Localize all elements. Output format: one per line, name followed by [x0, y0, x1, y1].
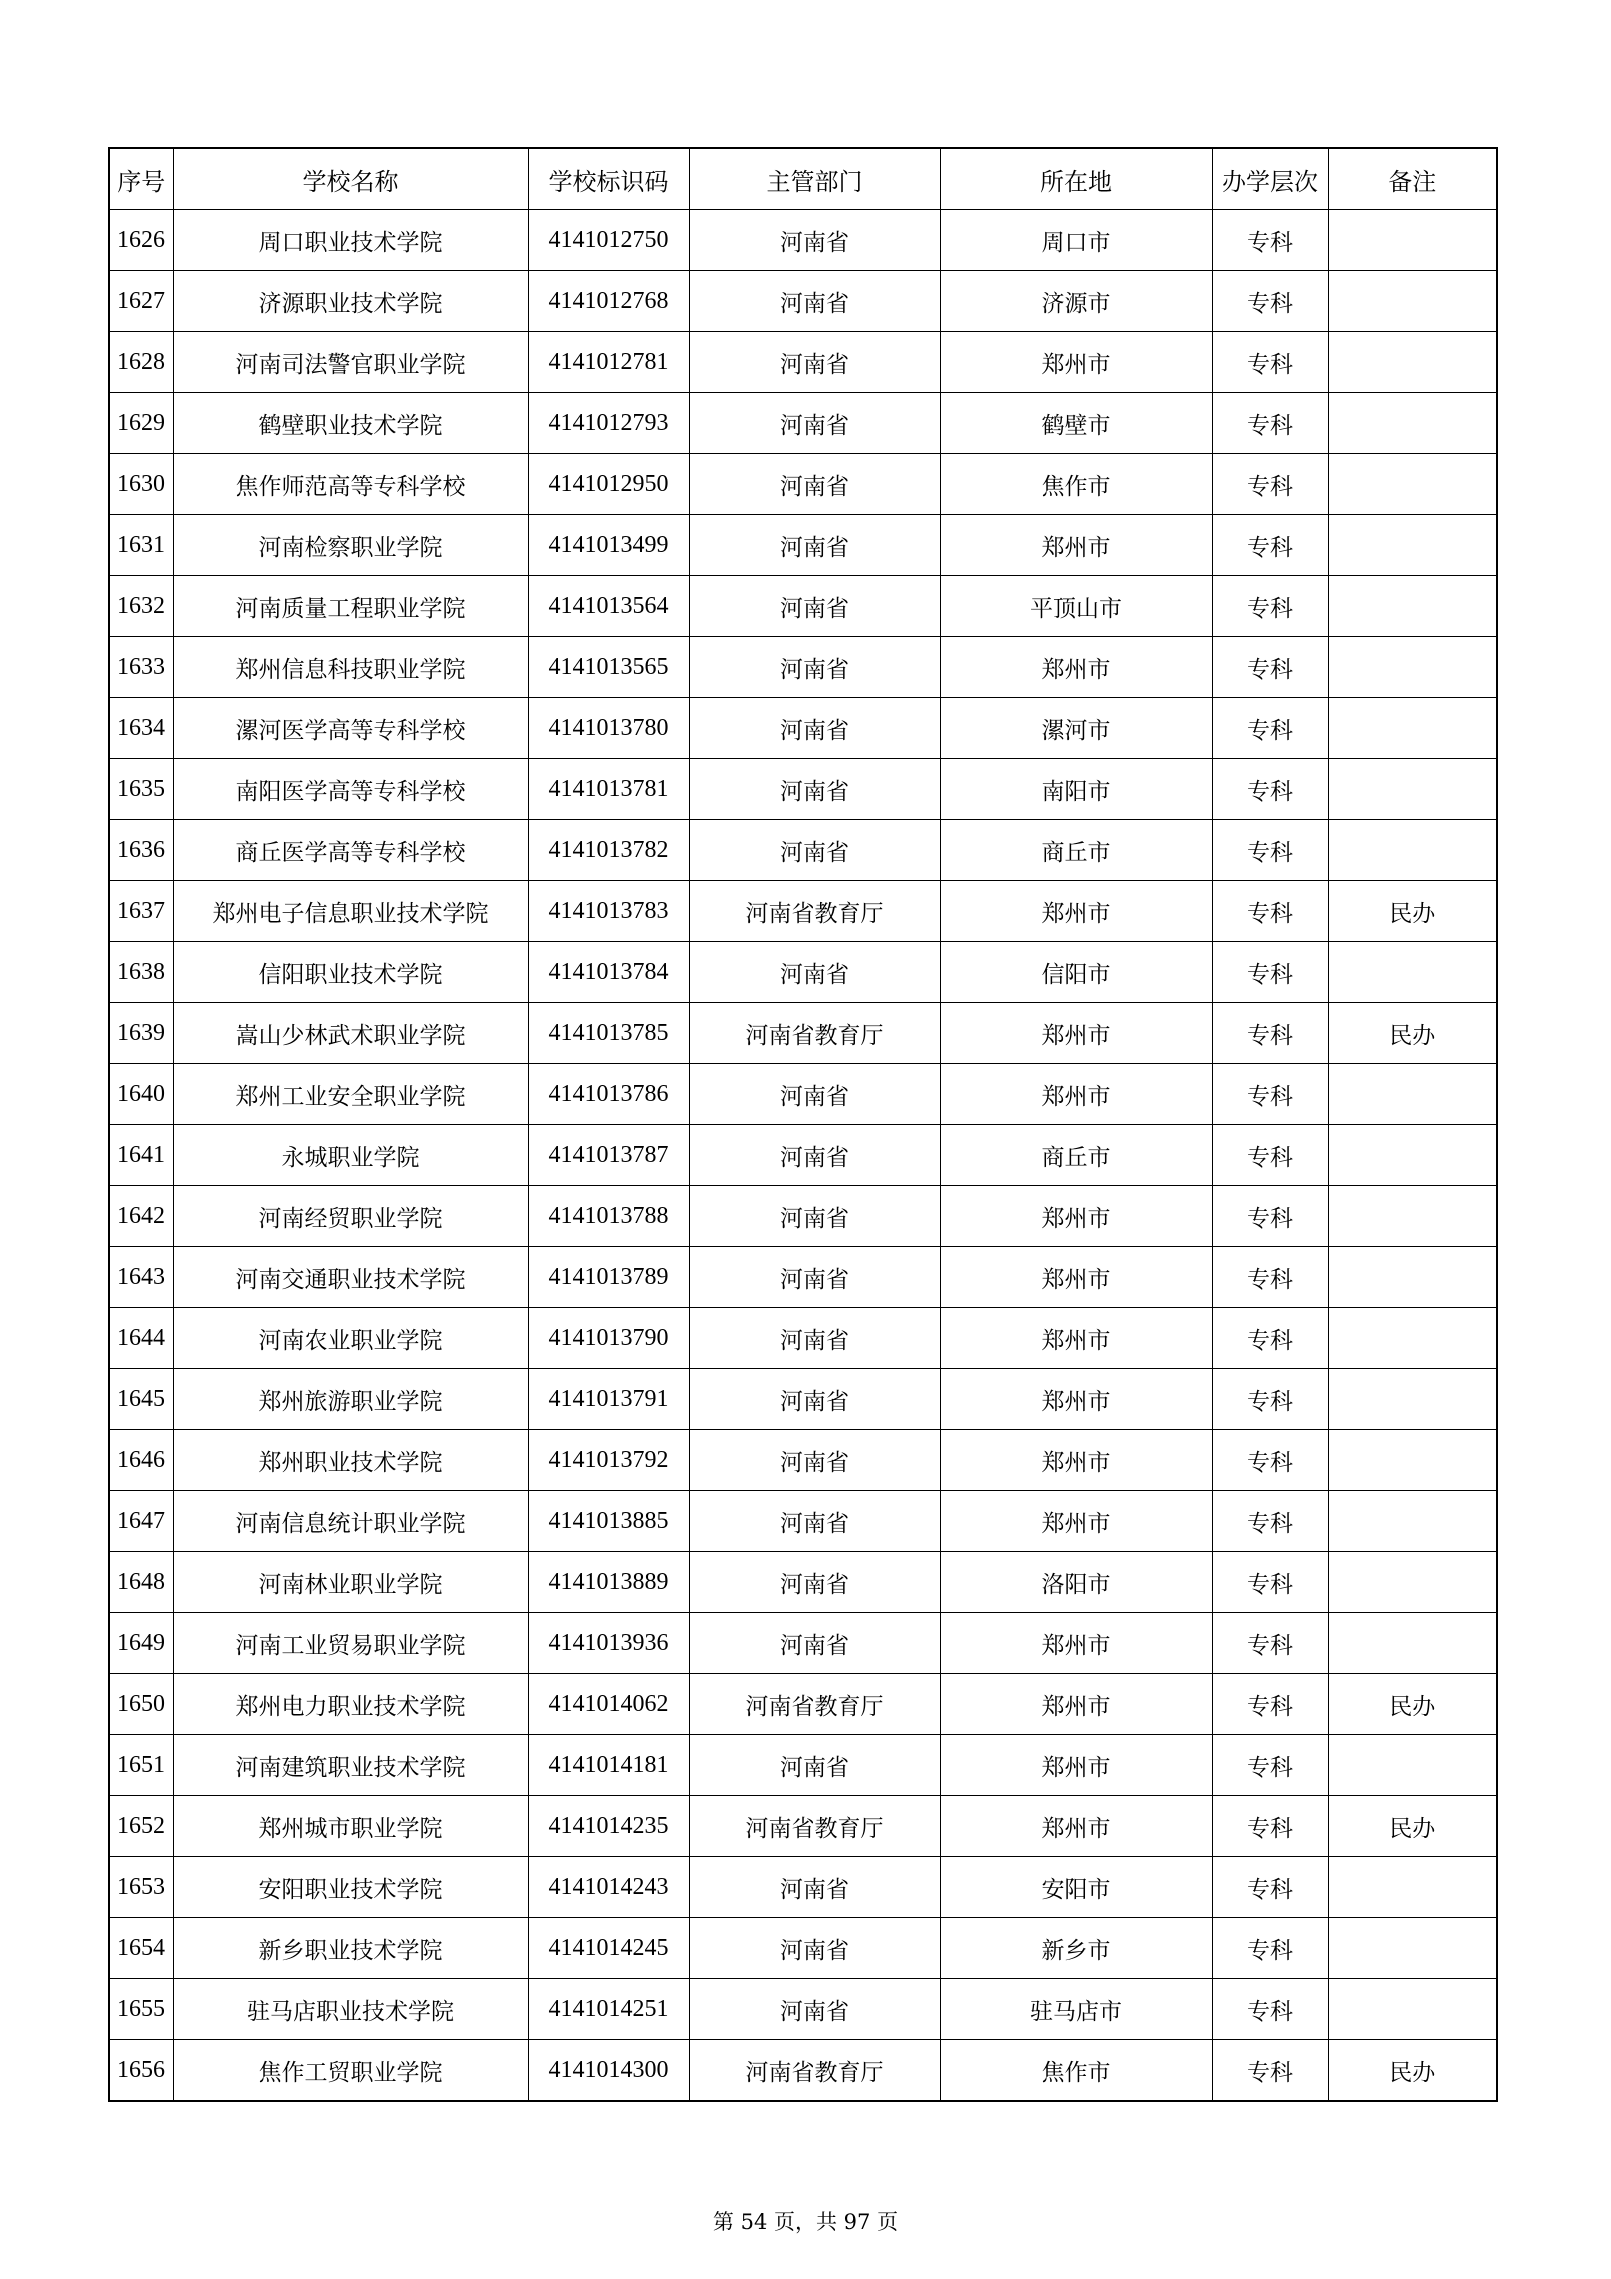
cell-seq-no: 1637	[109, 881, 173, 942]
cell-remarks: 民办	[1328, 1003, 1497, 1064]
cell-remarks	[1328, 1979, 1497, 2040]
table-row	[109, 1918, 1497, 1979]
cell-school-name: 周口职业技术学院	[173, 210, 528, 271]
cell-remarks	[1328, 1308, 1497, 1369]
cell-level: 专科	[1212, 515, 1328, 576]
cell-school-name: 商丘医学高等专科学校	[173, 820, 528, 881]
table-row	[109, 1613, 1497, 1674]
cell-seq-no: 1653	[109, 1857, 173, 1918]
cell-school-code: 4141012793	[528, 393, 689, 454]
cell-school-code: 4141013784	[528, 942, 689, 1003]
cell-location: 郑州市	[940, 1674, 1212, 1735]
cell-school-code: 4141013786	[528, 1064, 689, 1125]
cell-school-code: 4141014251	[528, 1979, 689, 2040]
cell-school-name: 焦作工贸职业学院	[173, 2040, 528, 2102]
cell-school-name: 河南质量工程职业学院	[173, 576, 528, 637]
cell-school-code: 4141013783	[528, 881, 689, 942]
cell-seq-no: 1635	[109, 759, 173, 820]
cell-remarks	[1328, 210, 1497, 271]
table-row	[109, 881, 1497, 942]
cell-authority: 河南省	[689, 1064, 940, 1125]
cell-school-name: 安阳职业技术学院	[173, 1857, 528, 1918]
cell-authority: 河南省	[689, 1918, 940, 1979]
table-row	[109, 1430, 1497, 1491]
cell-location: 周口市	[940, 210, 1212, 271]
cell-school-name: 河南林业职业学院	[173, 1552, 528, 1613]
cell-school-code: 4141012768	[528, 271, 689, 332]
header-location: 所在地	[940, 148, 1212, 210]
cell-school-code: 4141013785	[528, 1003, 689, 1064]
cell-school-code: 4141013788	[528, 1186, 689, 1247]
table-row	[109, 820, 1497, 881]
cell-level: 专科	[1212, 393, 1328, 454]
cell-location: 洛阳市	[940, 1552, 1212, 1613]
table-row	[109, 1979, 1497, 2040]
cell-school-name: 济源职业技术学院	[173, 271, 528, 332]
cell-level: 专科	[1212, 1003, 1328, 1064]
cell-location: 商丘市	[940, 820, 1212, 881]
cell-authority: 河南省	[689, 210, 940, 271]
cell-location: 驻马店市	[940, 1979, 1212, 2040]
cell-authority: 河南省	[689, 1979, 940, 2040]
table-row	[109, 637, 1497, 698]
cell-location: 郑州市	[940, 1735, 1212, 1796]
table-row	[109, 759, 1497, 820]
table-row	[109, 576, 1497, 637]
cell-seq-no: 1629	[109, 393, 173, 454]
cell-level: 专科	[1212, 1979, 1328, 2040]
table-row	[109, 1247, 1497, 1308]
cell-location: 郑州市	[940, 1796, 1212, 1857]
cell-level: 专科	[1212, 698, 1328, 759]
cell-level: 专科	[1212, 332, 1328, 393]
cell-level: 专科	[1212, 1613, 1328, 1674]
cell-seq-no: 1636	[109, 820, 173, 881]
cell-level: 专科	[1212, 1186, 1328, 1247]
cell-seq-no: 1646	[109, 1430, 173, 1491]
table-row	[109, 942, 1497, 1003]
cell-location: 安阳市	[940, 1857, 1212, 1918]
table-row	[109, 1064, 1497, 1125]
cell-seq-no: 1640	[109, 1064, 173, 1125]
table-row	[109, 1674, 1497, 1735]
table-row	[109, 271, 1497, 332]
cell-location: 郑州市	[940, 1613, 1212, 1674]
cell-level: 专科	[1212, 576, 1328, 637]
cell-location: 郑州市	[940, 881, 1212, 942]
cell-remarks	[1328, 698, 1497, 759]
table-body	[109, 210, 1497, 2102]
cell-remarks	[1328, 515, 1497, 576]
cell-school-name: 河南交通职业技术学院	[173, 1247, 528, 1308]
cell-seq-no: 1654	[109, 1918, 173, 1979]
cell-location: 南阳市	[940, 759, 1212, 820]
cell-location: 鹤壁市	[940, 393, 1212, 454]
cell-seq-no: 1642	[109, 1186, 173, 1247]
cell-authority: 河南省	[689, 1430, 940, 1491]
cell-level: 专科	[1212, 1369, 1328, 1430]
table-row	[109, 1796, 1497, 1857]
table-row	[109, 1857, 1497, 1918]
cell-seq-no: 1632	[109, 576, 173, 637]
cell-school-code: 4141013782	[528, 820, 689, 881]
cell-seq-no: 1638	[109, 942, 173, 1003]
header-level: 办学层次	[1212, 148, 1328, 210]
cell-level: 专科	[1212, 454, 1328, 515]
cell-school-name: 永城职业学院	[173, 1125, 528, 1186]
cell-level: 专科	[1212, 1308, 1328, 1369]
cell-seq-no: 1650	[109, 1674, 173, 1735]
cell-school-name: 嵩山少林武术职业学院	[173, 1003, 528, 1064]
cell-authority: 河南省	[689, 271, 940, 332]
cell-level: 专科	[1212, 1552, 1328, 1613]
cell-level: 专科	[1212, 1064, 1328, 1125]
cell-school-name: 南阳医学高等专科学校	[173, 759, 528, 820]
table-row	[109, 1552, 1497, 1613]
cell-authority: 河南省教育厅	[689, 881, 940, 942]
cell-level: 专科	[1212, 881, 1328, 942]
page-footer: 第 54 页，共 97 页	[712, 2210, 899, 2234]
cell-remarks	[1328, 1369, 1497, 1430]
cell-remarks	[1328, 1552, 1497, 1613]
header-remarks: 备注	[1328, 148, 1497, 210]
cell-level: 专科	[1212, 1125, 1328, 1186]
cell-location: 平顶山市	[940, 576, 1212, 637]
cell-level: 专科	[1212, 820, 1328, 881]
cell-remarks	[1328, 1735, 1497, 1796]
table-row	[109, 1369, 1497, 1430]
cell-level: 专科	[1212, 942, 1328, 1003]
cell-school-name: 河南司法警官职业学院	[173, 332, 528, 393]
cell-authority: 河南省	[689, 820, 940, 881]
cell-seq-no: 1645	[109, 1369, 173, 1430]
table-row	[109, 454, 1497, 515]
cell-authority: 河南省	[689, 1857, 940, 1918]
cell-seq-no: 1641	[109, 1125, 173, 1186]
cell-authority: 河南省	[689, 1125, 940, 1186]
cell-school-code: 4141014245	[528, 1918, 689, 1979]
cell-school-name: 河南建筑职业技术学院	[173, 1735, 528, 1796]
cell-authority: 河南省	[689, 1735, 940, 1796]
cell-level: 专科	[1212, 1735, 1328, 1796]
cell-school-code: 4141013564	[528, 576, 689, 637]
table-row	[109, 393, 1497, 454]
cell-location: 郑州市	[940, 1430, 1212, 1491]
cell-school-name: 焦作师范高等专科学校	[173, 454, 528, 515]
cell-level: 专科	[1212, 637, 1328, 698]
cell-remarks	[1328, 1430, 1497, 1491]
cell-school-name: 郑州旅游职业学院	[173, 1369, 528, 1430]
cell-seq-no: 1643	[109, 1247, 173, 1308]
cell-authority: 河南省	[689, 942, 940, 1003]
cell-level: 专科	[1212, 2040, 1328, 2102]
cell-authority: 河南省教育厅	[689, 1003, 940, 1064]
cell-school-name: 河南经贸职业学院	[173, 1186, 528, 1247]
cell-seq-no: 1656	[109, 2040, 173, 2102]
cell-seq-no: 1652	[109, 1796, 173, 1857]
cell-level: 专科	[1212, 1857, 1328, 1918]
cell-authority: 河南省	[689, 393, 940, 454]
table-header	[109, 148, 1497, 210]
table-row	[109, 1186, 1497, 1247]
cell-school-code: 4141013789	[528, 1247, 689, 1308]
cell-seq-no: 1651	[109, 1735, 173, 1796]
cell-location: 信阳市	[940, 942, 1212, 1003]
cell-school-code: 4141014062	[528, 1674, 689, 1735]
table-row	[109, 1125, 1497, 1186]
cell-school-code: 4141014181	[528, 1735, 689, 1796]
cell-remarks	[1328, 393, 1497, 454]
cell-authority: 河南省	[689, 637, 940, 698]
cell-school-code: 4141013885	[528, 1491, 689, 1552]
cell-location: 郑州市	[940, 1064, 1212, 1125]
cell-remarks	[1328, 820, 1497, 881]
cell-authority: 河南省	[689, 332, 940, 393]
cell-seq-no: 1628	[109, 332, 173, 393]
cell-school-code: 4141013889	[528, 1552, 689, 1613]
cell-school-code: 4141013790	[528, 1308, 689, 1369]
cell-school-code: 4141014300	[528, 2040, 689, 2102]
cell-level: 专科	[1212, 1247, 1328, 1308]
cell-seq-no: 1631	[109, 515, 173, 576]
cell-remarks	[1328, 942, 1497, 1003]
cell-school-name: 河南信息统计职业学院	[173, 1491, 528, 1552]
table-row	[109, 515, 1497, 576]
cell-remarks	[1328, 1857, 1497, 1918]
cell-school-code: 4141013787	[528, 1125, 689, 1186]
cell-authority: 河南省	[689, 576, 940, 637]
cell-remarks	[1328, 271, 1497, 332]
cell-authority: 河南省	[689, 1247, 940, 1308]
table-row	[109, 1491, 1497, 1552]
cell-remarks	[1328, 1247, 1497, 1308]
cell-seq-no: 1634	[109, 698, 173, 759]
cell-location: 漯河市	[940, 698, 1212, 759]
cell-seq-no: 1647	[109, 1491, 173, 1552]
cell-level: 专科	[1212, 1674, 1328, 1735]
cell-school-name: 河南农业职业学院	[173, 1308, 528, 1369]
cell-remarks	[1328, 1064, 1497, 1125]
cell-remarks	[1328, 576, 1497, 637]
cell-school-code: 4141013781	[528, 759, 689, 820]
cell-authority: 河南省	[689, 1491, 940, 1552]
cell-school-name: 郑州信息科技职业学院	[173, 637, 528, 698]
cell-school-name: 新乡职业技术学院	[173, 1918, 528, 1979]
cell-level: 专科	[1212, 271, 1328, 332]
cell-seq-no: 1655	[109, 1979, 173, 2040]
table-row	[109, 1003, 1497, 1064]
cell-authority: 河南省	[689, 698, 940, 759]
table-row	[109, 210, 1497, 271]
cell-authority: 河南省	[689, 1369, 940, 1430]
cell-school-name: 河南检察职业学院	[173, 515, 528, 576]
cell-location: 郑州市	[940, 515, 1212, 576]
cell-location: 郑州市	[940, 332, 1212, 393]
cell-location: 郑州市	[940, 637, 1212, 698]
cell-remarks	[1328, 1918, 1497, 1979]
cell-seq-no: 1626	[109, 210, 173, 271]
cell-school-name: 驻马店职业技术学院	[173, 1979, 528, 2040]
cell-level: 专科	[1212, 210, 1328, 271]
cell-authority: 河南省教育厅	[689, 1796, 940, 1857]
cell-school-code: 4141013780	[528, 698, 689, 759]
cell-authority: 河南省	[689, 759, 940, 820]
header-school-code: 学校标识码	[528, 148, 689, 210]
cell-school-code: 4141014243	[528, 1857, 689, 1918]
cell-seq-no: 1627	[109, 271, 173, 332]
cell-school-code: 4141013499	[528, 515, 689, 576]
cell-school-name: 郑州工业安全职业学院	[173, 1064, 528, 1125]
cell-location: 济源市	[940, 271, 1212, 332]
table-row	[109, 1308, 1497, 1369]
school-roster-table	[108, 147, 1498, 2102]
cell-authority: 河南省	[689, 1552, 940, 1613]
cell-school-code: 4141013792	[528, 1430, 689, 1491]
cell-school-name: 信阳职业技术学院	[173, 942, 528, 1003]
cell-level: 专科	[1212, 1491, 1328, 1552]
cell-remarks	[1328, 1186, 1497, 1247]
cell-school-code: 4141012750	[528, 210, 689, 271]
cell-location: 郑州市	[940, 1247, 1212, 1308]
cell-remarks: 民办	[1328, 881, 1497, 942]
cell-seq-no: 1644	[109, 1308, 173, 1369]
cell-authority: 河南省	[689, 515, 940, 576]
cell-authority: 河南省	[689, 1613, 940, 1674]
cell-school-name: 郑州职业技术学院	[173, 1430, 528, 1491]
cell-authority: 河南省教育厅	[689, 2040, 940, 2102]
cell-remarks	[1328, 1613, 1497, 1674]
cell-remarks	[1328, 637, 1497, 698]
cell-school-code: 4141014235	[528, 1796, 689, 1857]
cell-remarks: 民办	[1328, 1674, 1497, 1735]
cell-remarks	[1328, 332, 1497, 393]
cell-location: 焦作市	[940, 454, 1212, 515]
cell-remarks	[1328, 454, 1497, 515]
cell-school-code: 4141013936	[528, 1613, 689, 1674]
cell-location: 郑州市	[940, 1308, 1212, 1369]
cell-school-code: 4141013791	[528, 1369, 689, 1430]
cell-remarks	[1328, 759, 1497, 820]
header-row	[109, 148, 1497, 210]
cell-location: 焦作市	[940, 2040, 1212, 2102]
cell-remarks	[1328, 1125, 1497, 1186]
cell-seq-no: 1633	[109, 637, 173, 698]
table-row	[109, 1735, 1497, 1796]
header-seq-no: 序号	[109, 148, 173, 210]
cell-remarks: 民办	[1328, 2040, 1497, 2102]
cell-seq-no: 1648	[109, 1552, 173, 1613]
cell-school-name: 郑州电力职业技术学院	[173, 1674, 528, 1735]
header-authority: 主管部门	[689, 148, 940, 210]
cell-school-code: 4141013565	[528, 637, 689, 698]
cell-school-name: 郑州城市职业学院	[173, 1796, 528, 1857]
table-row	[109, 2040, 1497, 2102]
cell-school-name: 河南工业贸易职业学院	[173, 1613, 528, 1674]
cell-seq-no: 1630	[109, 454, 173, 515]
cell-level: 专科	[1212, 1430, 1328, 1491]
cell-level: 专科	[1212, 1918, 1328, 1979]
table-row	[109, 332, 1497, 393]
cell-seq-no: 1649	[109, 1613, 173, 1674]
cell-location: 郑州市	[940, 1369, 1212, 1430]
cell-school-code: 4141012781	[528, 332, 689, 393]
cell-authority: 河南省教育厅	[689, 1674, 940, 1735]
header-school-name: 学校名称	[173, 148, 528, 210]
cell-seq-no: 1639	[109, 1003, 173, 1064]
cell-level: 专科	[1212, 1796, 1328, 1857]
cell-location: 郑州市	[940, 1003, 1212, 1064]
cell-location: 商丘市	[940, 1125, 1212, 1186]
cell-remarks	[1328, 1491, 1497, 1552]
cell-authority: 河南省	[689, 1308, 940, 1369]
cell-location: 郑州市	[940, 1491, 1212, 1552]
cell-level: 专科	[1212, 759, 1328, 820]
cell-school-name: 鹤壁职业技术学院	[173, 393, 528, 454]
cell-school-name: 漯河医学高等专科学校	[173, 698, 528, 759]
cell-location: 郑州市	[940, 1186, 1212, 1247]
cell-school-code: 4141012950	[528, 454, 689, 515]
cell-remarks: 民办	[1328, 1796, 1497, 1857]
cell-school-name: 郑州电子信息职业技术学院	[173, 881, 528, 942]
cell-location: 新乡市	[940, 1918, 1212, 1979]
table-row	[109, 698, 1497, 759]
cell-authority: 河南省	[689, 1186, 940, 1247]
cell-authority: 河南省	[689, 454, 940, 515]
